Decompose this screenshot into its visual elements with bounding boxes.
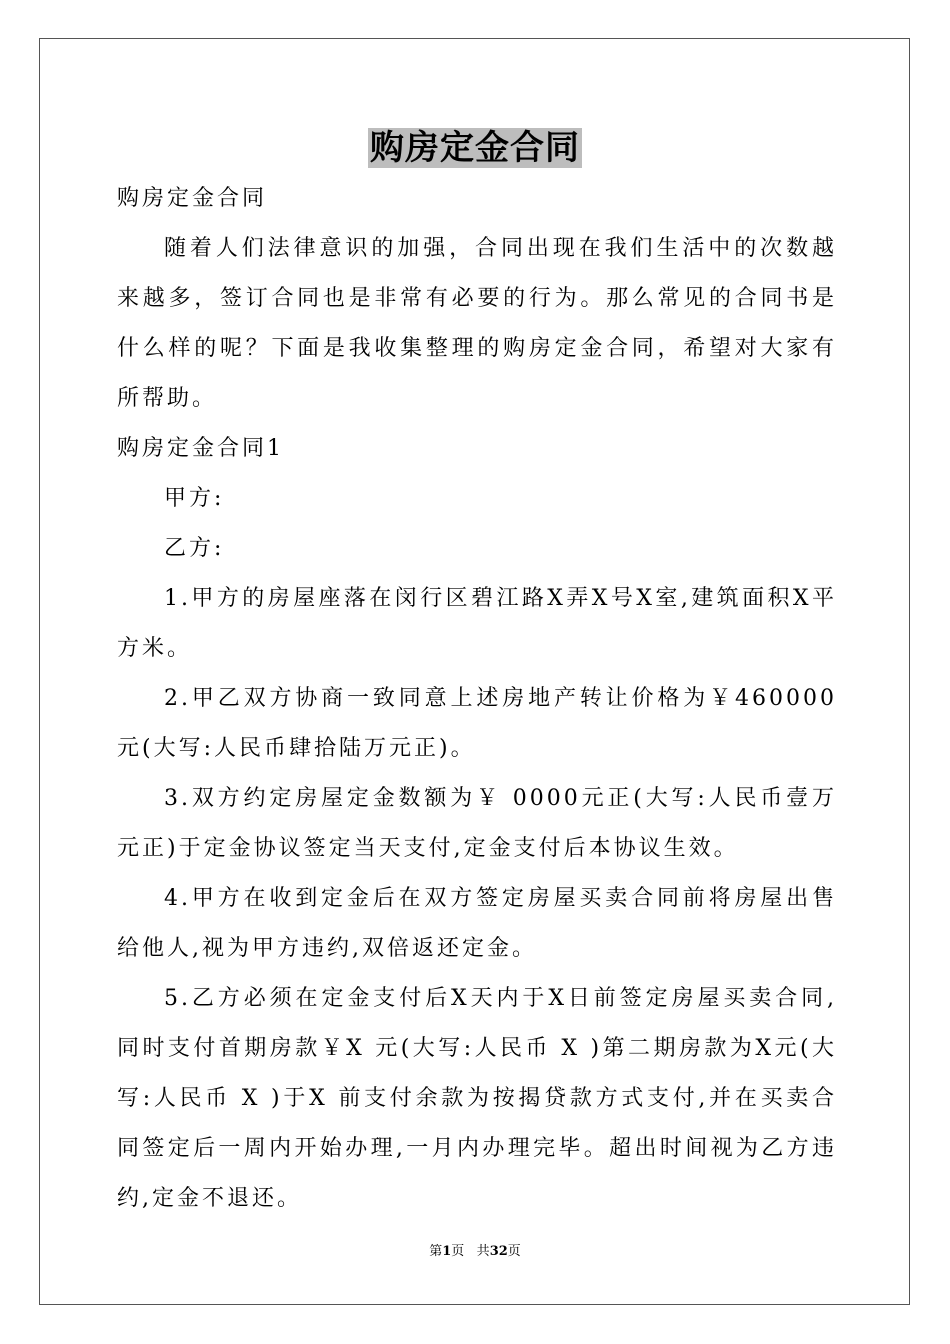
page-suffix: 页 bbox=[451, 1244, 465, 1259]
paragraph: 乙方: bbox=[164, 536, 225, 561]
total-pages: 32 bbox=[489, 1244, 508, 1259]
paragraph: 甲方: bbox=[164, 486, 225, 511]
paragraph: 1.甲方的房屋座落在闵行区碧江路X弄X号X室,建筑面积X平方米。 bbox=[117, 586, 837, 661]
paragraph: 4.甲方在收到定金后在双方签定房屋买卖合同前将房屋出售给他人,视为甲方违约,双倍返还定金。 bbox=[117, 886, 837, 961]
page-footer bbox=[0, 1243, 950, 1261]
page-number: 1 bbox=[442, 1244, 452, 1259]
total-suffix: 页 bbox=[507, 1244, 521, 1259]
document-title-text: 购房定金合同 bbox=[370, 128, 580, 168]
total-prefix: 共 bbox=[476, 1244, 490, 1259]
paragraph: 3.双方约定房屋定金数额为￥ 0000元正(大写:人民币壹万元正)于定金协议签定当天支付,定金支付后本协议生效。 bbox=[117, 786, 837, 861]
document-body bbox=[117, 174, 837, 1224]
paragraph: 5.乙方必须在定金支付后X天内于X日前签定房屋买卖合同,同时支付首期房款￥X 元(大写:人民币 X )第二期房款为X元(大写:人民币 X )于X 前支付余款为按揭贷款方式支付,并在买卖合同签定后一周内开始办理,一月内办理完毕。超出时间视为乙方违约,定金不退还。 bbox=[117, 986, 837, 1211]
paragraph: 随着人们法律意识的加强，合同出现在我们生活中的次数越来越多，签订合同也是非常有必要的行为。那么常见的合同书是什么样的呢？下面是我收集整理的购房定金合同，希望对大家有所帮助。 bbox=[117, 236, 837, 411]
page-prefix: 第 bbox=[429, 1244, 443, 1259]
paragraph: 购房定金合同 bbox=[117, 186, 268, 211]
paragraph: 购房定金合同1 bbox=[117, 436, 284, 461]
paragraph: 2.甲乙双方协商一致同意上述房地产转让价格为￥460000元(大写:人民币肆拾陆万元正)。 bbox=[117, 686, 837, 761]
document-title bbox=[0, 126, 950, 170]
